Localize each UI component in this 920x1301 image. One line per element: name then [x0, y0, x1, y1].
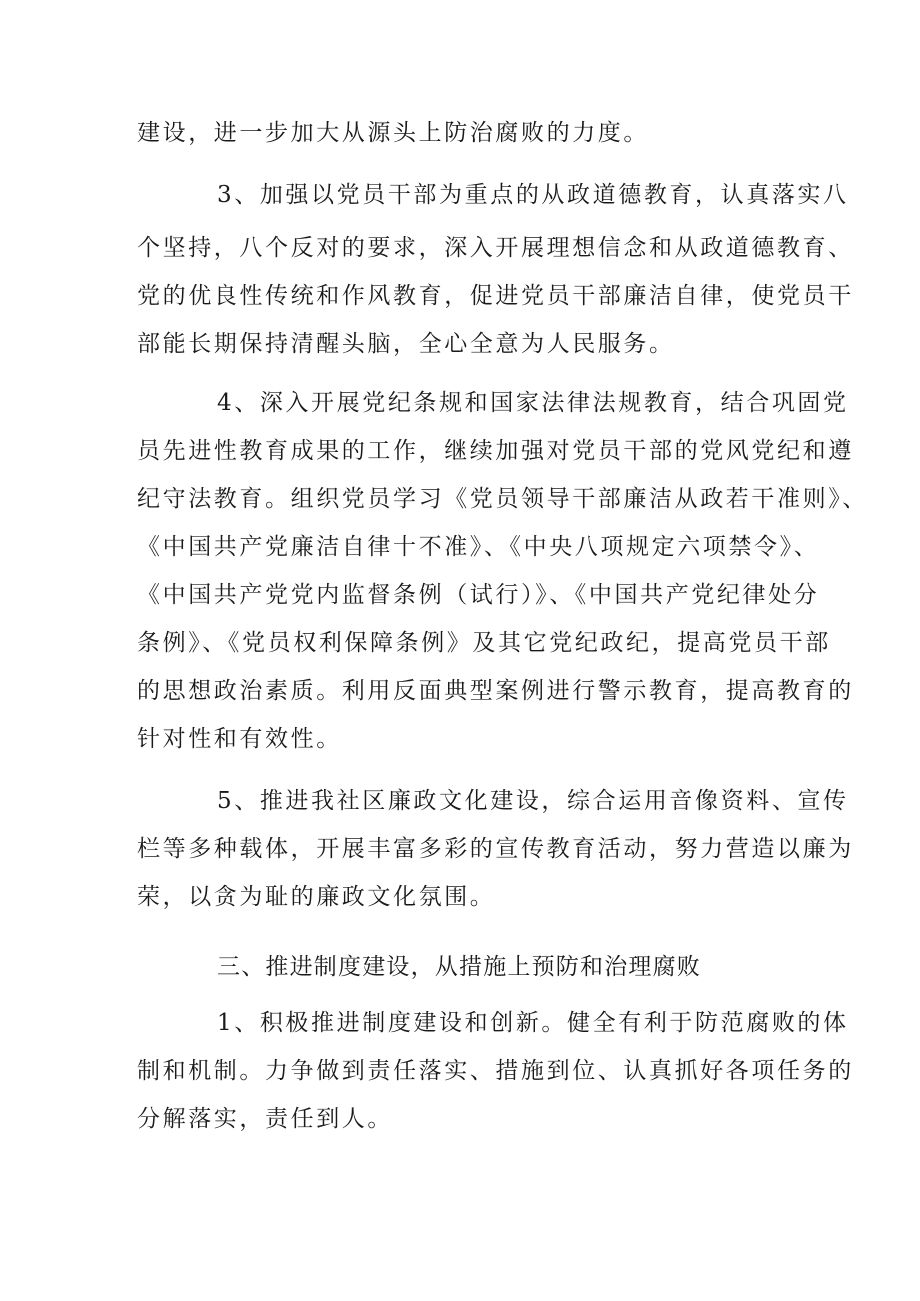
- paragraph-line: 分解落实，责任到人。: [137, 1106, 393, 1132]
- paragraph-line: 3、加强以党员干部为重点的从政道德教育，认真落实八: [217, 182, 849, 208]
- section-heading: 三、推进制度建设，从措施上预防和治理腐败: [217, 954, 701, 980]
- paragraph-line: 荣，以贪为耻的廉政文化氛围。: [137, 884, 496, 910]
- paragraph-line: 针对性和有效性。: [137, 726, 342, 752]
- paragraph-line: 4、深入开展党纪条规和国家法律法规教育，结合巩固党: [217, 390, 849, 416]
- paragraph-line: 党的优良性传统和作风教育，促进党员干部廉洁自律，使党员干: [137, 283, 854, 309]
- paragraph-line: 制和机制。力争做到责任落实、措施到位、认真抓好各项任务的: [137, 1058, 854, 1084]
- paragraph-line: 建设，进一步加大从源头上防治腐败的力度。: [137, 120, 649, 146]
- paragraph-line: 《中国共产党廉洁自律十不准》、《中央八项规定六项禁令》、: [137, 534, 820, 560]
- paragraph-line: 员先进性教育成果的工作，继续加强对党员干部的党风党纪和遵: [137, 438, 854, 464]
- paragraph-line: 纪守法教育。组织党员学习《党员领导干部廉洁从政若干准则》、: [137, 486, 868, 512]
- paragraph-line: 个坚持，八个反对的要求，深入开展理想信念和从政道德教育、: [137, 235, 854, 261]
- paragraph-line: 栏等多种载体，开展丰富多彩的宣传教育活动，努力营造以廉为: [137, 836, 854, 862]
- paragraph-line: 部能长期保持清醒头脑，全心全意为人民服务。: [137, 331, 675, 357]
- paragraph-line: 《中国共产党党内监督条例（试行）》、《中国共产党纪律处分: [137, 582, 820, 608]
- paragraph-line: 5、推进我社区廉政文化建设，综合运用音像资料、宣传: [217, 788, 849, 814]
- paragraph-line: 条例》、《党员权利保障条例》及其它党纪政纪，提高党员干部: [137, 630, 831, 656]
- paragraph-line: 1、积极推进制度建设和创新。健全有利于防范腐败的体: [217, 1010, 849, 1036]
- paragraph-line: 的思想政治素质。利用反面典型案例进行警示教育，提高教育的: [137, 678, 854, 704]
